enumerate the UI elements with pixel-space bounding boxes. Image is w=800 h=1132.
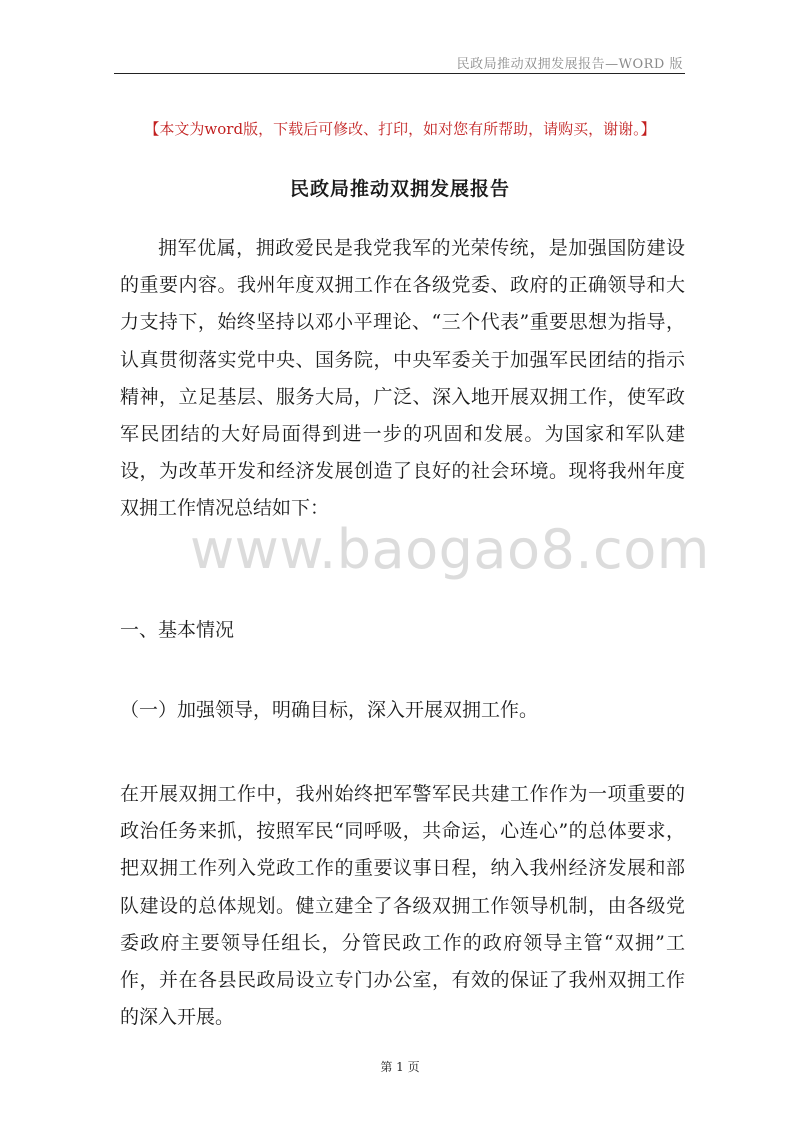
section-heading: 一、基本情况 <box>120 619 235 641</box>
running-header: 民政局推动双拥发展报告—WORD 版 <box>456 57 683 72</box>
body-paragraph: 在开展双拥工作中，我州始终把军警军民共建工作作为一项重要的政治任务来抓，按照军民“同呼吸，共命运，心连心”的总体要求，把双拥工作列入党政工作的重要议事日程，纳入我州经济发展和部队建设的总体规划。健立建全了各级双拥工作领导机制，由各级党委政府主要领导任组长，分管民政工作的政府领导主管“双拥”工作，并在各县民政局设立专门办公室，有效的保证了我州双拥工作的深入开展。 <box>120 783 685 1029</box>
watermark: www.baogao8.com <box>190 518 710 581</box>
subsection-heading: （一）加强领导，明确目标，深入开展双拥工作。 <box>120 699 539 721</box>
download-notice: 【本文为word版，下载后可修改、打印，如对您有所帮助，请购买，谢谢。】 <box>144 120 656 138</box>
header-divider <box>114 73 685 74</box>
intro-paragraph: 拥军优属，拥政爱民是我党我军的光荣传统，是加强国防建设的重要内容。我州年度双拥工作在各级党委、政府的正确领导和大力支持下，始终坚持以邓小平理论、“三个代表”重要思想为指导，认真贯彻落实党中央、国务院，中央军委关于加强军民团结的指示精神，立足基层、服务大局，广泛、深入地开展双拥工作，使军政军民团结的大好局面得到进一步的巩固和发展。为国家和军队建设，为改革开发和经济发展创造了良好的社会环境。现将我州年度双拥工作情况总结如下： <box>120 237 685 520</box>
page-number: 第 1 页 <box>380 1060 420 1074</box>
document-title: 民政局推动双拥发展报告 <box>289 178 510 200</box>
